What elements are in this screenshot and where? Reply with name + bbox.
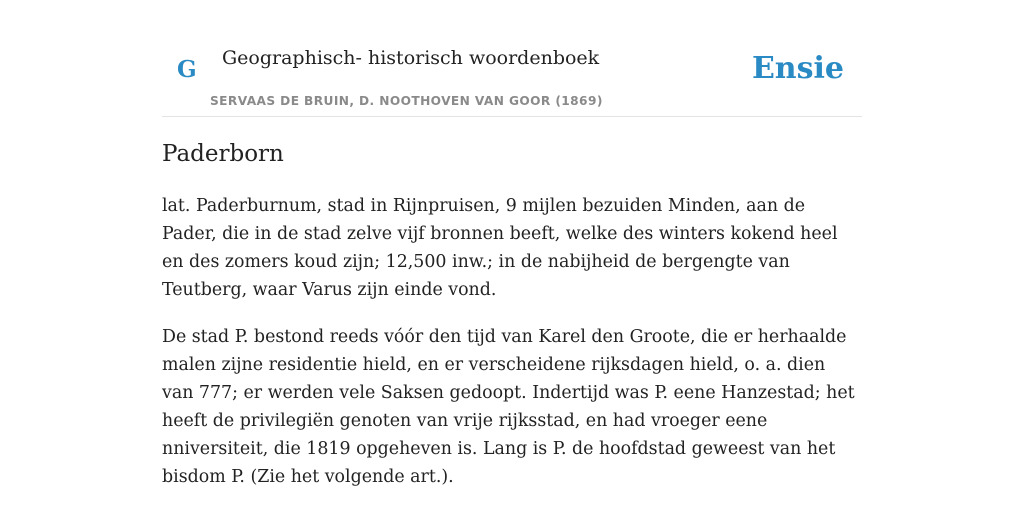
book-author: SERVAAS DE BRUIN, D. NOOTHOVEN VAN GOOR (1869) [210, 94, 603, 108]
brand-logo[interactable]: Ensie [751, 51, 844, 86]
entry-paragraph: lat. Paderburnum, stad in Rijnpruisen, 9 mijlen bezuiden Minden, aan de Pader, die in de stad zelve vijf bronnen beeft, welke des winters kokend heel en des zomers koud zijn; 12,500 inw.; in de nabijheid de bergengte van Teutberg, waar Varus zijn einde vond. [162, 196, 838, 300]
entry-title: Paderborn [162, 141, 284, 167]
book-logo-icon[interactable]: G [177, 56, 197, 83]
entry-paragraph: De stad P. bestond reeds vóór den tijd van Karel den Groote, die er herhaalde malen zijne residentie hield, en er verscheidene rijksdagen hield, o. a. dien van 777; er werden vele Saksen gedoopt. Indertijd was P. eene Hanzestad; het heeft de privilegiën genoten van vrije rijksstad, en had vroeger eene nniversiteit, die 1819 opgeheven is. Lang is P. de hoofdstad geweest van het bisdom P. (Zie het volgende art.). [162, 327, 855, 487]
entry-body [162, 192, 862, 491]
header [162, 0, 862, 117]
book-title-link[interactable]: Geographisch- historisch woordenboek [222, 47, 600, 69]
page-container [162, 0, 862, 512]
